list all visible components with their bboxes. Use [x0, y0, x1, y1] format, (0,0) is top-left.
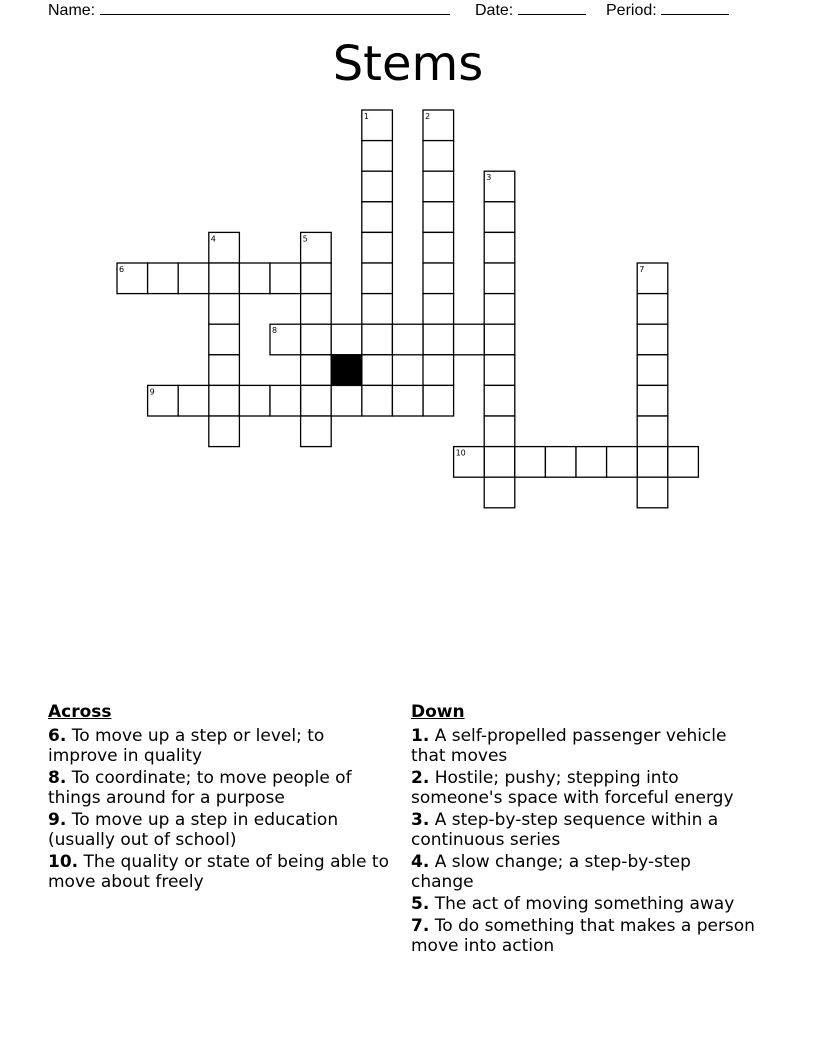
clue-number-label: 6 [119, 265, 125, 274]
grid-cell[interactable] [484, 355, 515, 386]
clue-number: 8. [48, 768, 67, 788]
across-clue [48, 852, 393, 892]
grid-cell[interactable] [454, 324, 485, 355]
grid-cell[interactable] [392, 324, 423, 355]
grid-cell[interactable] [423, 385, 454, 416]
down-clues [411, 702, 756, 958]
grid-cell[interactable] [484, 202, 515, 233]
clue-number-label: 7 [639, 265, 645, 274]
clue-number-label: 10 [455, 448, 466, 458]
clue-number: 7. [411, 916, 430, 936]
down-clue [411, 768, 756, 808]
grid-cell[interactable] [362, 141, 393, 172]
clue-number-label: 2 [425, 112, 431, 121]
clue-text: A self-propelled passenger vehicle that moves [411, 726, 727, 766]
down-clue-list [411, 726, 756, 956]
grid-cell[interactable] [362, 385, 393, 416]
grid-cell[interactable] [637, 324, 668, 355]
grid-cell[interactable] [423, 294, 454, 325]
clue-number-label: 8 [272, 326, 278, 336]
grid-cell[interactable] [484, 385, 515, 416]
clue-number: 9. [48, 810, 67, 830]
date-label: Date: [475, 2, 514, 19]
grid-cell[interactable] [637, 416, 668, 447]
across-clue [48, 768, 393, 808]
grid-cell[interactable] [637, 294, 668, 325]
grid-cell[interactable] [484, 232, 515, 263]
across-clue [48, 810, 393, 850]
grid-cell[interactable] [362, 355, 393, 386]
grid-cell[interactable] [392, 385, 423, 416]
grid-cell[interactable] [607, 447, 638, 478]
grid-cell[interactable] [423, 232, 454, 263]
grid-cell[interactable] [423, 324, 454, 355]
grid-cell[interactable] [484, 294, 515, 325]
grid-cell[interactable] [423, 171, 454, 202]
clue-text: A slow change; a step-by-step change [411, 852, 691, 892]
grid-cell[interactable] [331, 385, 362, 416]
across-clue [48, 726, 393, 766]
grid-cell[interactable] [545, 447, 576, 478]
down-clue [411, 916, 756, 956]
grid-cell[interactable] [209, 385, 240, 416]
grid-cell[interactable] [209, 294, 240, 325]
clue-text: To move up a step in education (usually out of school) [48, 810, 339, 850]
grid-cell[interactable] [362, 263, 393, 294]
clue-number: 10. [48, 852, 79, 872]
grid-cell[interactable] [209, 324, 240, 355]
clue-number: 1. [411, 726, 430, 746]
grid-cell[interactable] [301, 355, 332, 386]
clue-number: 3. [411, 810, 430, 830]
grid-cell[interactable] [484, 263, 515, 294]
grid-cell[interactable] [637, 355, 668, 386]
clue-number-label: 5 [302, 234, 308, 244]
black-cell [331, 355, 362, 386]
down-clue [411, 726, 756, 766]
grid-cell[interactable] [148, 263, 179, 294]
grid-cell[interactable] [301, 324, 332, 355]
period-label: Period: [606, 2, 657, 19]
grid-cell[interactable] [423, 355, 454, 386]
clue-text: To move up a step or level; to improve in quality [48, 726, 325, 766]
grid-cell[interactable] [515, 447, 546, 478]
clue-text: A step-by-step sequence within a continuous series [411, 810, 719, 850]
grid-cell[interactable] [301, 385, 332, 416]
clue-text: To do something that makes a person move into action [411, 916, 755, 956]
grid-cell[interactable] [423, 202, 454, 233]
grid-cell[interactable] [209, 416, 240, 447]
grid-cell[interactable] [637, 385, 668, 416]
down-clue [411, 894, 756, 914]
grid-cell[interactable] [270, 385, 301, 416]
grid-cell[interactable] [637, 477, 668, 508]
clue-text: To coordinate; to move people of things around for a purpose [48, 768, 352, 808]
clue-number: 4. [411, 852, 430, 872]
grid-cell[interactable] [331, 324, 362, 355]
across-clues [48, 702, 393, 894]
grid-cell[interactable] [362, 324, 393, 355]
clue-text: The quality or state of being able to move about freely [48, 852, 389, 892]
grid-cell[interactable] [239, 385, 270, 416]
clue-number-label: 1 [363, 112, 369, 121]
grid-cell[interactable] [301, 294, 332, 325]
clue-number: 5. [411, 894, 430, 914]
grid-cell[interactable] [576, 447, 607, 478]
clue-number-label: 4 [210, 234, 216, 244]
down-heading: Down [411, 702, 465, 722]
grid-cell[interactable] [637, 447, 668, 478]
grid-cell[interactable] [423, 263, 454, 294]
grid-cell[interactable] [178, 385, 209, 416]
down-clue [411, 852, 756, 892]
clue-text: The act of moving something away [429, 894, 735, 914]
grid-cell[interactable] [239, 263, 270, 294]
grid-cell[interactable] [178, 263, 209, 294]
grid-cell[interactable] [423, 141, 454, 172]
page-title: Stems [332, 36, 484, 92]
grid-cell[interactable] [484, 324, 515, 355]
clue-number: 2. [411, 768, 430, 788]
name-label: Name: [48, 2, 96, 19]
grid-cell[interactable] [362, 294, 393, 325]
grid-cell[interactable] [362, 232, 393, 263]
across-heading: Across [48, 702, 112, 722]
grid-cell[interactable] [270, 263, 301, 294]
grid-cell[interactable] [668, 447, 699, 478]
grid-cell[interactable] [362, 171, 393, 202]
clue-number-label: 9 [149, 387, 155, 397]
clue-number-label: 3 [486, 173, 492, 183]
grid-cell[interactable] [484, 447, 515, 478]
grid-cell[interactable] [484, 477, 515, 508]
grid-cell[interactable] [301, 416, 332, 447]
clue-number: 6. [48, 726, 67, 746]
across-clue-list [48, 726, 393, 892]
grid-cell[interactable] [362, 202, 393, 233]
grid-cell[interactable] [209, 263, 240, 294]
grid-cell[interactable] [484, 416, 515, 447]
grid-cell[interactable] [209, 355, 240, 386]
clue-text: Hostile; pushy; stepping into someone's space with forceful energy [411, 768, 734, 808]
grid-cell[interactable] [301, 263, 332, 294]
down-clue [411, 810, 756, 850]
